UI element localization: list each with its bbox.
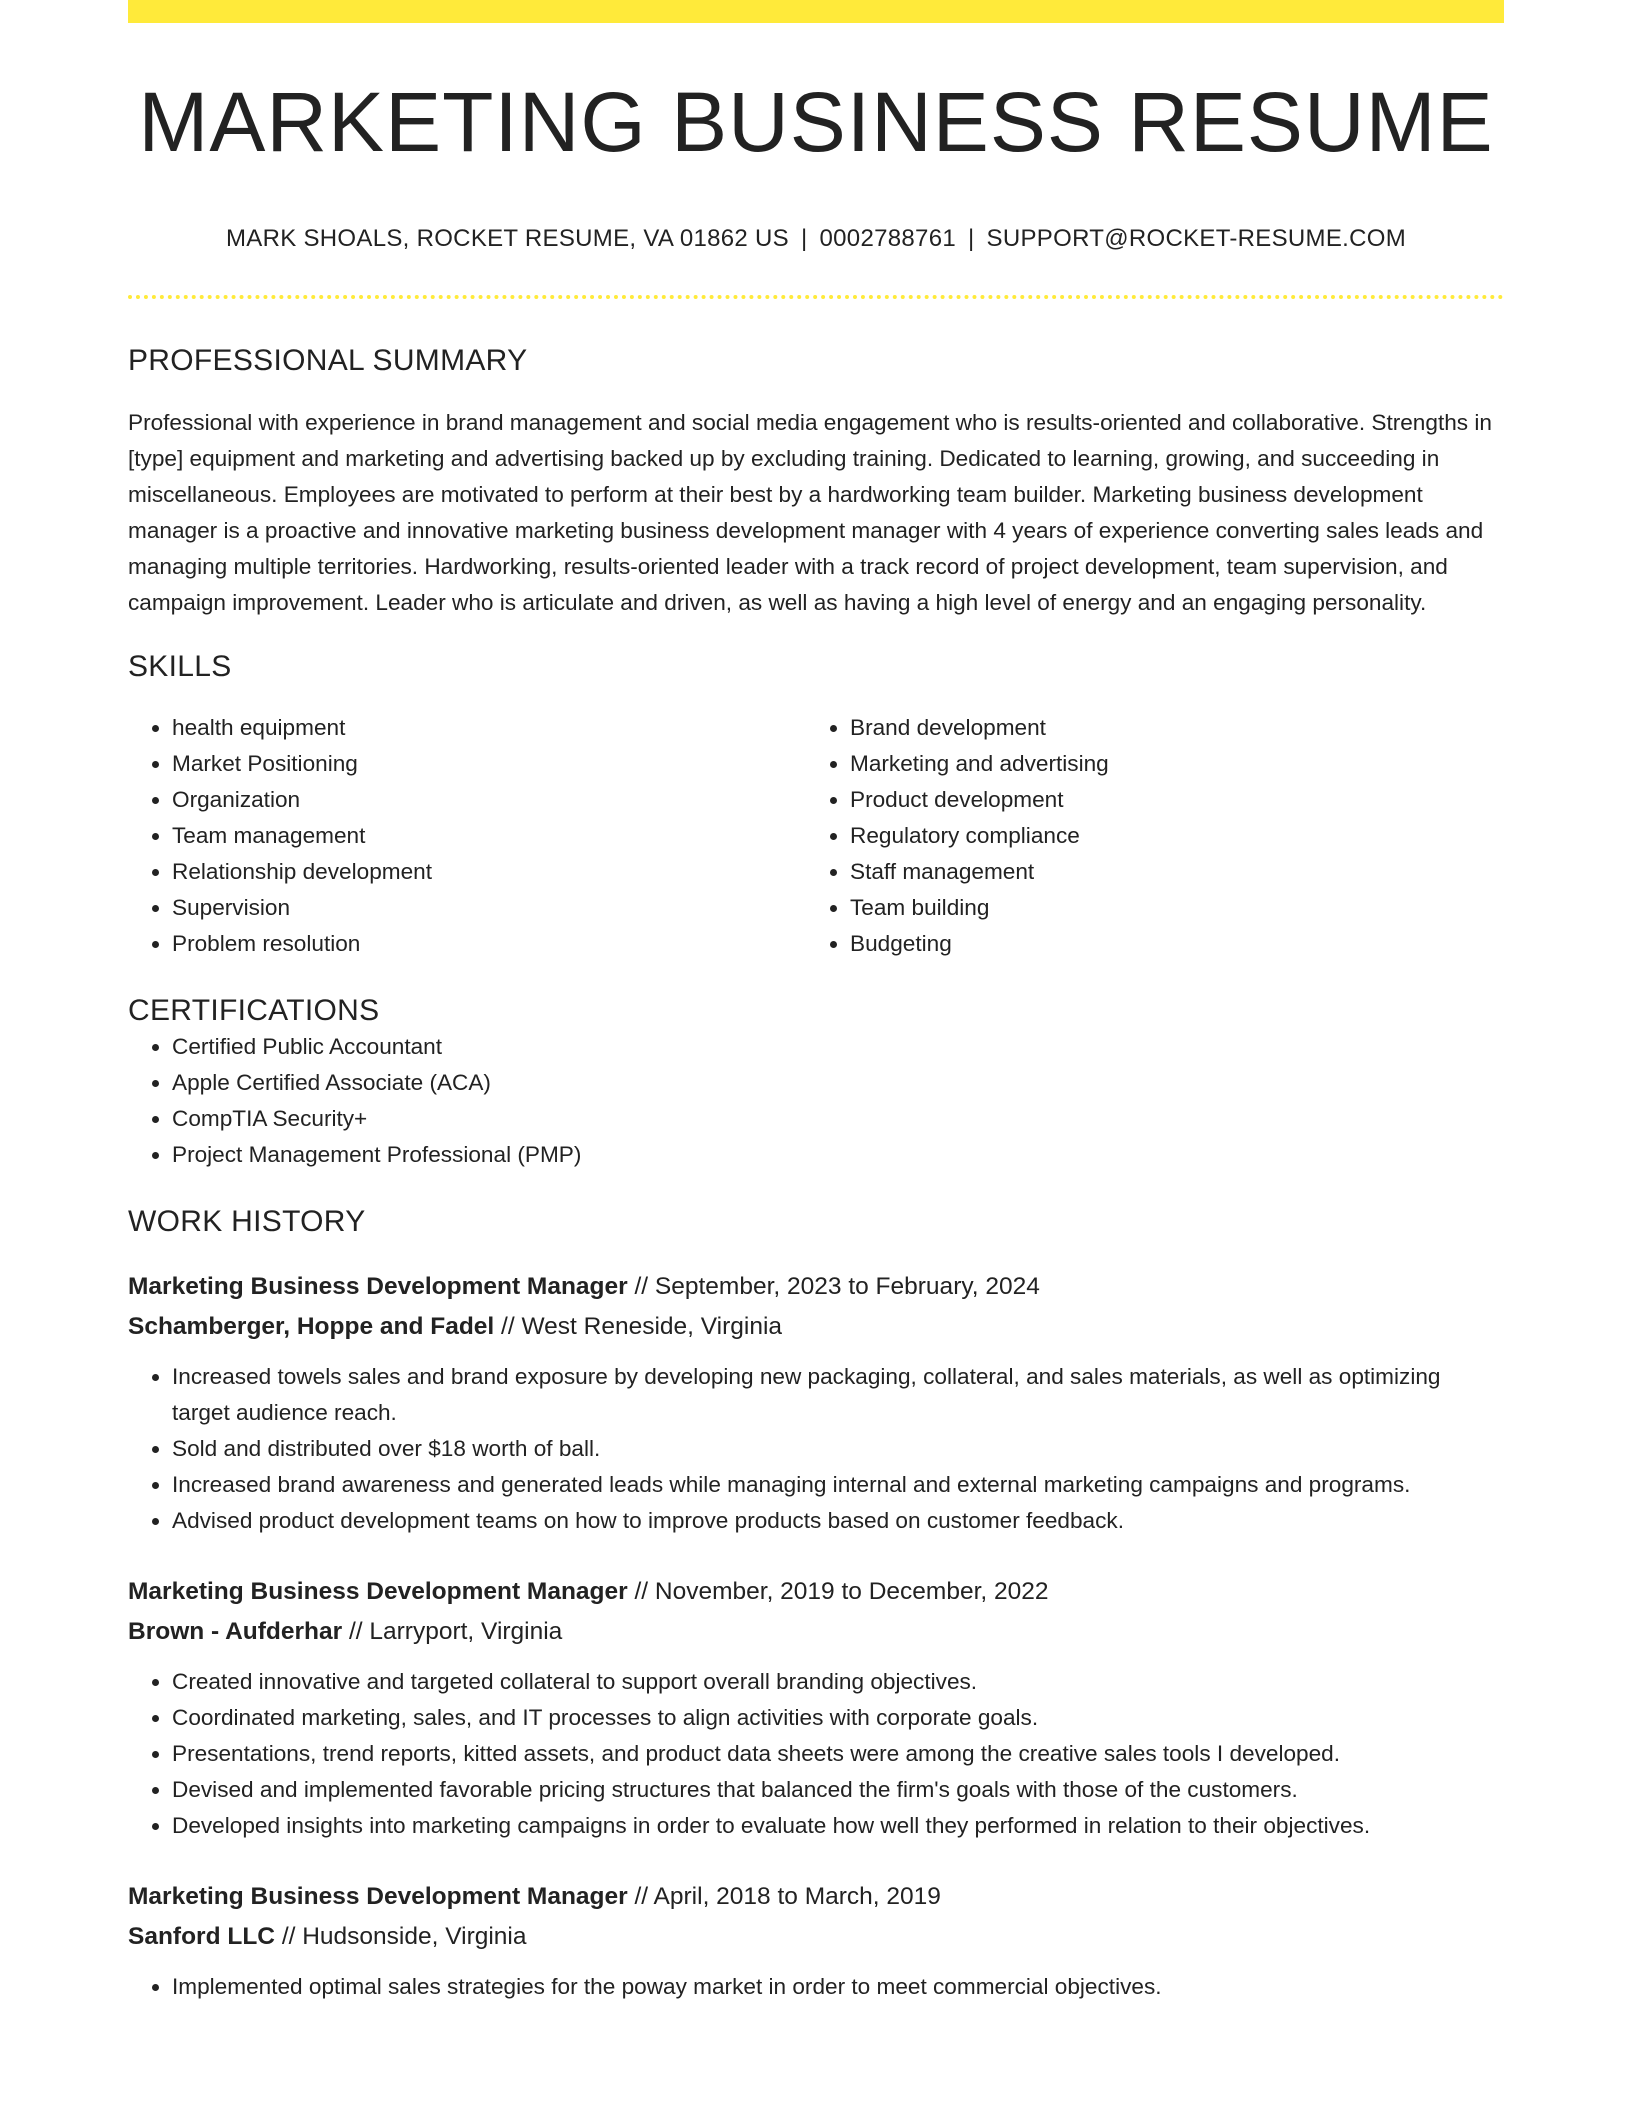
job-entry	[128, 1572, 1504, 1844]
job-title: Marketing Business Development Manager	[128, 1578, 628, 1605]
skills-list-left	[128, 710, 806, 962]
skill-item: • Regulatory compliance	[850, 818, 1484, 854]
certifications-list	[128, 1029, 1504, 1173]
job-title: Marketing Business Development Manager	[128, 1883, 628, 1910]
certifications-heading: CERTIFICATIONS	[128, 994, 380, 1027]
job-bullet: • Devised and implemented favorable pricing structures that balanced the firm's goals with those of the customers.	[172, 1772, 1504, 1808]
job-company: Brown - Aufderhar	[128, 1618, 343, 1645]
job-location: // West Reneside, Virginia	[501, 1313, 783, 1340]
job-title-line	[128, 1572, 1504, 1612]
job-location: // Larryport, Virginia	[348, 1618, 563, 1645]
job-company: Schamberger, Hoppe and Fadel	[128, 1313, 495, 1340]
certification-item: • Apple Certified Associate (ACA)	[172, 1065, 1504, 1101]
work-history-list	[128, 1267, 1504, 2005]
contact-email: SUPPORT@ROCKET-RESUME.COM	[986, 225, 1407, 252]
skills-columns	[128, 710, 1504, 962]
skill-item: • Staff management	[850, 854, 1484, 890]
job-bullets	[128, 1969, 1504, 2005]
skill-item: • Organization	[172, 782, 806, 818]
job-bullet: • Advised product development teams on how to improve products based on customer feedback.	[172, 1503, 1504, 1539]
job-title: Marketing Business Development Manager	[128, 1273, 628, 1300]
job-dates: // April, 2018 to March, 2019	[634, 1883, 941, 1910]
job-bullet: • Presentations, trend reports, kitted assets, and product data sheets were among the creative sales tools I developed.	[172, 1736, 1504, 1772]
skills-column-right	[806, 710, 1484, 962]
job-bullets	[128, 1664, 1504, 1844]
skill-item: • Budgeting	[850, 926, 1484, 962]
job-bullet: • Sold and distributed over $18 worth of ball.	[172, 1431, 1504, 1467]
contact-separator: |	[800, 225, 808, 252]
resume-page	[128, 0, 1504, 2005]
contact-separator: |	[968, 225, 975, 252]
certification-item: • Project Management Professional (PMP)	[172, 1137, 1504, 1173]
job-title-line	[128, 1877, 1504, 1917]
summary-heading: PROFESSIONAL SUMMARY	[128, 344, 528, 377]
skill-item: • Brand development	[850, 710, 1484, 746]
job-entry	[128, 1267, 1504, 1539]
contact-line	[128, 225, 1504, 253]
job-company-line	[128, 1917, 1504, 1957]
certification-item: • CompTIA Security+	[172, 1101, 1504, 1137]
summary-text: Professional with experience in brand management and social media engagement who is results-oriented and collaborative. Strengths in [type] equipment and marketing and advertising backed up by excluding training. Dedicated to learning, growing, and succeeding in miscellaneous. Employees are motivated to perform at their best by a hardworking team builder. Marketing business development manager is a proactive and innovative marketing business development manager with 4 years of experience converting sales leads and managing multiple territories. Hardworking, results-oriented leader with a track record of project development, team supervision, and campaign improvement. Leader who is articulate and driven, as well as having a high level of energy and an engaging personality.	[128, 410, 1492, 615]
job-location: // Hudsonside, Virginia	[281, 1923, 527, 1950]
job-company-line	[128, 1307, 1504, 1347]
skill-item: • Marketing and advertising	[850, 746, 1484, 782]
job-dates: // September, 2023 to February, 2024	[634, 1273, 1040, 1300]
skill-item: • Problem resolution	[172, 926, 806, 962]
job-bullet: • Implemented optimal sales strategies for the poway market in order to meet commercial objectives.	[172, 1969, 1504, 2005]
job-dates: // November, 2019 to December, 2022	[634, 1578, 1049, 1605]
contact-phone: 0002788761	[819, 225, 956, 252]
job-company-line	[128, 1612, 1504, 1652]
skill-item: • health equipment	[172, 710, 806, 746]
job-bullet: • Coordinated marketing, sales, and IT processes to align activities with corporate goals.	[172, 1700, 1504, 1736]
skills-column-left	[128, 710, 806, 962]
job-bullet: • Increased brand awareness and generated leads while managing internal and external marketing campaigns and programs.	[172, 1467, 1504, 1503]
dotted-divider	[128, 295, 1504, 299]
skills-list-right	[806, 710, 1484, 962]
skill-item: • Market Positioning	[172, 746, 806, 782]
skill-item: • Supervision	[172, 890, 806, 926]
job-company: Sanford LLC	[128, 1923, 275, 1950]
job-entry	[128, 1877, 1504, 2005]
job-bullet: • Created innovative and targeted collateral to support overall branding objectives.	[172, 1664, 1504, 1700]
job-bullet: • Increased towels sales and brand exposure by developing new packaging, collateral, and sales materials, as well as optimizing target audience reach.	[172, 1359, 1504, 1431]
job-bullets	[128, 1359, 1504, 1539]
job-title-line	[128, 1267, 1504, 1307]
work-history-heading: WORK HISTORY	[128, 1205, 366, 1238]
resume-title: MARKETING BUSINESS RESUME	[138, 75, 1494, 169]
skills-heading: SKILLS	[128, 650, 232, 683]
skill-item: • Team building	[850, 890, 1484, 926]
certification-item: • Certified Public Accountant	[172, 1029, 1504, 1065]
top-accent-bar	[128, 0, 1504, 23]
skill-item: • Product development	[850, 782, 1484, 818]
contact-address: MARK SHOALS, ROCKET RESUME, VA 01862 US	[225, 225, 789, 252]
job-bullet: • Developed insights into marketing campaigns in order to evaluate how well they performed in relation to their objectives.	[172, 1808, 1504, 1844]
skill-item: • Relationship development	[172, 854, 806, 890]
skill-item: • Team management	[172, 818, 806, 854]
